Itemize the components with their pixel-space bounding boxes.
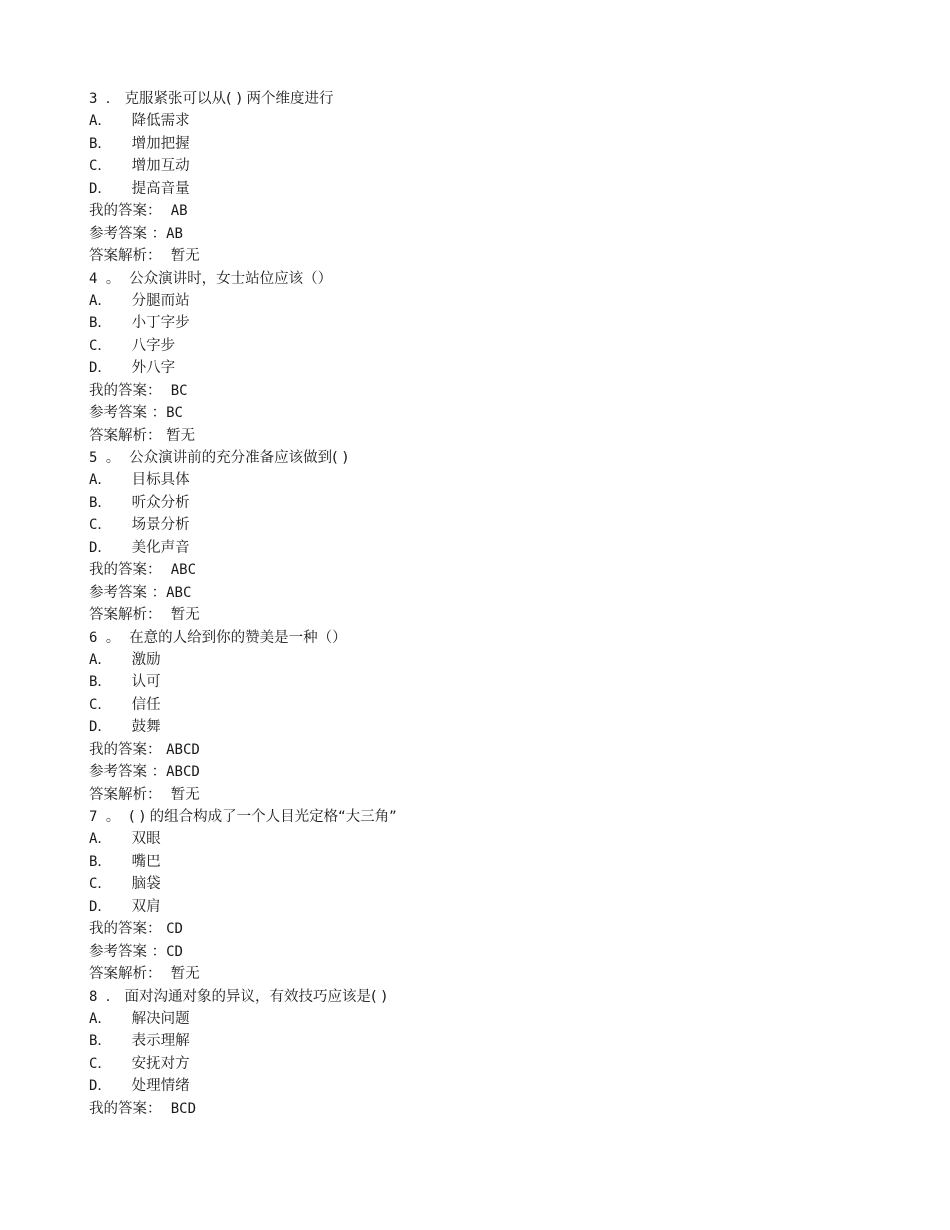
my-answer-value: BC (170, 382, 188, 399)
reference-answer-row (89, 223, 889, 245)
option-b (89, 851, 889, 873)
option-letter: C． (89, 876, 112, 893)
option-letter: D． (89, 898, 112, 915)
my-answer-row (89, 559, 889, 581)
option-letter: D． (89, 719, 112, 736)
question-block (89, 627, 889, 807)
question-text: 克服紧张可以从( ) 两个维度进行 (124, 91, 334, 107)
option-letter: C． (89, 158, 112, 175)
option-text: 双肩 (131, 898, 161, 915)
reference-answer-label: 参考答案 ： (89, 405, 167, 422)
option-letter: C． (89, 517, 112, 534)
option-b (89, 312, 889, 334)
reference-answer-value: CD (166, 943, 183, 960)
option-c (89, 155, 889, 177)
question-block (89, 268, 889, 448)
option-d (89, 178, 889, 200)
my-answer-value: BCD (170, 1100, 197, 1117)
reference-answer-label: 参考答案 ： (89, 584, 167, 601)
question-number: 7 。 (89, 809, 120, 825)
question-block (89, 986, 889, 1121)
question-number: 6 。 (89, 629, 120, 646)
option-text: 嘴巴 (131, 853, 161, 870)
option-text: 信任 (131, 696, 161, 713)
my-answer-row (89, 380, 889, 402)
option-letter: A． (89, 472, 112, 489)
analysis-label: 答案解析： (89, 786, 162, 803)
option-text: 美化声音 (131, 539, 190, 556)
my-answer-label: 我的答案： (89, 1100, 162, 1117)
option-text: 听众分析 (131, 494, 190, 511)
analysis-value: 暂无 (166, 427, 196, 444)
reference-answer-value: BC (166, 405, 183, 422)
analysis-row (89, 784, 889, 806)
my-answer-label: 我的答案： (89, 741, 162, 758)
reference-answer-value: AB (166, 225, 183, 242)
option-d (89, 896, 889, 918)
reference-answer-value: ABCD (166, 764, 200, 781)
option-letter: D． (89, 180, 112, 197)
my-answer-label: 我的答案： (89, 203, 162, 220)
question-stem (89, 806, 889, 828)
option-text: 鼓舞 (131, 719, 161, 736)
option-c (89, 335, 889, 357)
reference-answer-row (89, 941, 889, 963)
option-d (89, 537, 889, 559)
question-number: 4 。 (89, 270, 120, 287)
my-answer-value: ABCD (166, 741, 200, 758)
reference-answer-value: ABC (166, 584, 192, 601)
option-letter: B． (89, 135, 112, 152)
analysis-row (89, 245, 889, 267)
analysis-label: 答案解析： (89, 248, 162, 265)
option-letter: A． (89, 831, 112, 848)
analysis-row (89, 963, 889, 985)
my-answer-value: AB (170, 203, 188, 220)
analysis-label: 答案解析： (89, 427, 162, 444)
option-d (89, 716, 889, 738)
my-answer-value: ABC (170, 562, 197, 579)
question-stem (89, 986, 889, 1008)
option-letter: B． (89, 853, 112, 870)
option-d (89, 357, 889, 379)
option-d (89, 1075, 889, 1097)
option-text: 安抚对方 (131, 1055, 190, 1072)
option-letter: C． (89, 696, 112, 713)
option-text: 增加把握 (131, 135, 190, 152)
my-answer-row (89, 918, 889, 940)
option-c (89, 1053, 889, 1075)
question-block (89, 806, 889, 986)
question-text: 在意的人给到你的赞美是一种（） (129, 629, 347, 646)
option-text: 外八字 (131, 360, 176, 377)
question-stem (89, 268, 889, 290)
reference-answer-label: 参考答案 ： (89, 764, 167, 781)
my-answer-row (89, 200, 889, 222)
question-text: 公众演讲时，女士站位应该（） (129, 270, 333, 287)
analysis-value: 暂无 (170, 248, 200, 265)
option-letter: D． (89, 539, 112, 556)
option-a (89, 469, 889, 491)
question-stem (89, 88, 889, 110)
question-block (89, 447, 889, 627)
option-c (89, 514, 889, 536)
option-text: 提高音量 (131, 180, 190, 197)
option-text: 双眼 (131, 831, 161, 848)
question-stem (89, 627, 889, 649)
option-letter: A． (89, 651, 112, 668)
option-letter: C． (89, 1055, 112, 1072)
analysis-label: 答案解析： (89, 607, 162, 624)
option-letter: A． (89, 1010, 112, 1027)
option-a (89, 110, 889, 132)
option-letter: A． (89, 113, 112, 130)
option-letter: B． (89, 674, 112, 691)
option-letter: B． (89, 1033, 112, 1050)
reference-answer-row (89, 402, 889, 424)
option-text: 解决问题 (131, 1010, 190, 1027)
reference-answer-row (89, 761, 889, 783)
question-number: 8 ． (89, 988, 120, 1005)
option-c (89, 873, 889, 895)
option-text: 表示理解 (131, 1033, 190, 1050)
my-answer-label: 我的答案： (89, 562, 162, 579)
option-text: 激励 (131, 651, 161, 668)
option-text: 增加互动 (131, 158, 190, 175)
analysis-value: 暂无 (170, 786, 200, 803)
option-text: 目标具体 (131, 472, 190, 489)
option-text: 分腿而站 (131, 292, 190, 309)
my-answer-label: 我的答案： (89, 921, 162, 938)
option-b (89, 492, 889, 514)
option-a (89, 828, 889, 850)
option-a (89, 1008, 889, 1030)
reference-answer-label: 参考答案 ： (89, 225, 167, 242)
reference-answer-row (89, 582, 889, 604)
my-answer-row (89, 739, 889, 761)
option-b (89, 671, 889, 693)
question-stem (89, 447, 889, 469)
analysis-row (89, 604, 889, 626)
question-list (89, 88, 889, 1120)
option-c (89, 694, 889, 716)
option-letter: D． (89, 1078, 112, 1095)
option-text: 八字步 (131, 337, 176, 354)
option-letter: B． (89, 315, 112, 332)
analysis-value: 暂无 (170, 966, 200, 983)
question-block (89, 88, 889, 268)
option-letter: C． (89, 337, 112, 354)
question-text: 面对沟通对象的异议，有效技巧应该是( ) (124, 988, 387, 1005)
option-text: 场景分析 (131, 517, 190, 534)
analysis-row (89, 425, 889, 447)
option-text: 降低需求 (131, 113, 190, 130)
analysis-value: 暂无 (170, 607, 200, 624)
question-number: 5 。 (89, 450, 120, 466)
option-a (89, 290, 889, 312)
option-text: 小丁字步 (131, 315, 190, 332)
option-letter: A． (89, 292, 112, 309)
question-text: 公众演讲前的充分准备应该做到( ) (129, 450, 348, 466)
option-a (89, 649, 889, 671)
analysis-label: 答案解析： (89, 966, 162, 983)
option-b (89, 1030, 889, 1052)
reference-answer-label: 参考答案 ： (89, 943, 167, 960)
my-answer-row (89, 1098, 889, 1120)
question-number: 3 ． (89, 91, 120, 107)
option-letter: B． (89, 494, 112, 511)
option-text: 脑袋 (131, 876, 161, 893)
my-answer-value: CD (166, 921, 183, 938)
option-b (89, 133, 889, 155)
question-text: ( ) 的组合构成了一个人目光定格“大三角” (129, 809, 397, 825)
option-text: 处理情绪 (131, 1078, 190, 1095)
option-letter: D． (89, 360, 112, 377)
my-answer-label: 我的答案： (89, 382, 162, 399)
option-text: 认可 (131, 674, 161, 691)
